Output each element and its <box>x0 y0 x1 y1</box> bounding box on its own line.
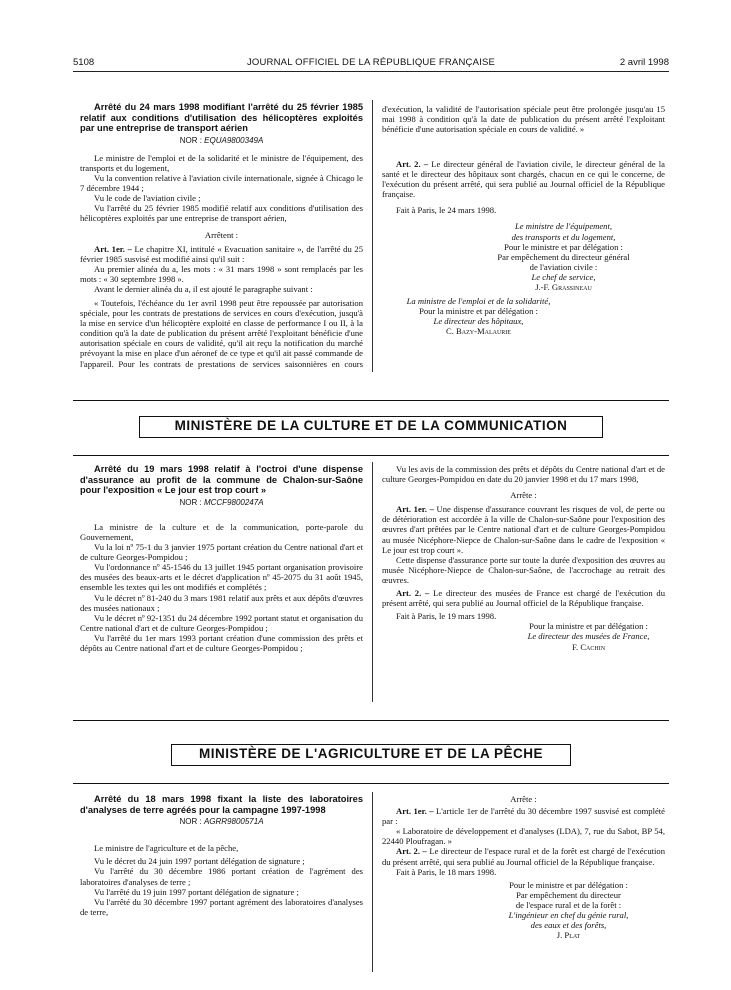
decree2-nor: NOR : MCCF9800247A <box>179 497 264 507</box>
decree1-signature-1: Le ministre de l'équipement, des transports et du logement, Pour le ministre et par délégation : Par empêchement du directeur général de l'aviation civile : Le chef de service, J.-F. Grassineau <box>497 221 630 293</box>
decree3-nor: NOR : AGRR9800571A <box>179 817 264 827</box>
decree3-para: Vu l'arrêté du 30 décembre 1997 portant agrément des laboratoires d'analyses de terre, <box>80 896 363 917</box>
decree1-quote-start <box>80 298 363 370</box>
decree1-para: Vu l'arrêté du 25 février 1985 modifié relatif aux conditions d'utilisation des hélicoptères exploités par une entreprise de transport aérien, <box>80 203 363 224</box>
decree1-para: Au premier alinéa du a, les mots : « 31 mars 1998 » sont remplacés par les mots : « 30 septembre 1998 ». <box>80 263 363 284</box>
decree2-vu: Vu les avis de la commission des prêts et dépôts du Centre national d'art et de culture Georges-Pompidou en date du 20 janvier 1998 et du 17 mars 1998, <box>382 464 665 485</box>
agriculture-banner <box>73 720 669 784</box>
decree3-para: Vu le décret du 24 juin 1997 portant délégation de signature ; <box>94 856 305 867</box>
decree2-done: Fait à Paris, le 19 mars 1998. <box>396 611 497 622</box>
decree2-para: Vu le décret nº 81-240 du 3 mars 1981 relatif aux prêts et aux dépôts d'œuvres des musées nationaux ; <box>80 592 363 613</box>
decree1-title: Arrêté du 24 mars 1998 modifiant l'arrêté du 25 février 1985 relatif aux conditions d'utilisation des hélicoptères exploités par une entreprise de transport aérien <box>80 102 363 134</box>
decree3-art1: Art. 1er. – L'article 1er de l'arrêté du 30 décembre 1997 susvisé est complété par : <box>382 806 665 827</box>
decree3-para: Vu l'arrêté du 30 décembre 1986 portant création de l'agrément des laboratoires d'analyses de terre ; <box>80 866 363 887</box>
decree1-signature-2: La ministre de l'emploi et de la solidarité, Pour la ministre et par délégation : Le directeur des hôpitaux, C. Bazy-Malaurie <box>406 296 551 337</box>
decree2-art2: Art. 2. – Le directeur des musées de France est chargé de l'exécution du présent arrêté, qui sera publié au Journal officiel de la République française. <box>382 588 666 609</box>
header-rule <box>73 71 669 72</box>
decree1-right-column <box>382 104 665 337</box>
decree2-para: La ministre de la culture et de la communication, porte-parole du Gouvernement, <box>80 521 363 542</box>
decree1-para: Le ministre de l'emploi et de la solidarité et le ministre de l'équipement, des transports et du logement, <box>80 152 363 173</box>
decree2-left-column <box>80 464 363 653</box>
decree2-para: Vu l'ordonnance nº 45-1546 du 13 juillet 1945 portant organisation provisoire des musées des beaux-arts et le décret d'application nº 45-2075 du 31 août 1945, ensemble les textes qui les ont modifiés et complétés ; <box>80 562 363 593</box>
decree1-quote: « Toutefois, l'échéance du 1er avril 1998 peut être repoussée par autorisation spéciale, pour les contrats de prestations de services en cours d'exécution, jusqu'à la mise en service d'un hélicoptère exploité en classe de performance I ou II, à la condition qu'à la date de publication du présent arrêté l'exploitant bénéficie d'une autorisation spéciale en cours de validité, qu'il ait reçu la notification du marché prévoyant la mise en place d'un aéronef de ce type et qu'il ait passé commande de l'appareil. Pour les contrats de prestations de services saisonnières en cours <box>80 298 363 369</box>
decree1-art1: Art. 1er. – Le chapitre XI, intitulé « Evacuation sanitaire », de l'arrêté du 25 février 1985 susvisé est modifié ainsi qu'il suit : <box>80 243 363 264</box>
decree1-para: Avant le dernier alinéa du a, il est ajouté le paragraphe suivant : <box>94 284 313 294</box>
decree1-arretent: Arrêtent : <box>204 229 239 240</box>
journal-title: JOURNAL OFFICIEL DE LA RÉPUBLIQUE FRANÇAISE <box>246 57 496 68</box>
decree2-right-column <box>382 464 665 652</box>
decree2-arrete: Arrête : <box>510 490 537 501</box>
culture-banner <box>73 400 669 456</box>
decree3-para: Vu l'arrêté du 19 juin 1997 portant délégation de signature ; <box>94 886 299 897</box>
decree2-signature: Pour la ministre et par délégation : Le directeur des musées de France, F. Cachin <box>527 621 650 652</box>
decree1-art2: Art. 2. – Le directeur général de l'aviation civile, le directeur général de la santé et le directeur des hôpitaux sont chargés, chacun en ce qui le concerne, de l'exécution du présent arrêté, qui sera publié au Journal officiel de la République française. <box>382 159 665 200</box>
decree3-art2: Art. 2. – Le directeur de l'espace rural et de la forêt est chargé de l'exécution du présent arrêté, qui sera publié au Journal officiel de la République française. <box>382 846 665 867</box>
decree1-done: Fait à Paris, le 24 mars 1998. <box>396 205 497 216</box>
decree1-left-column <box>80 102 363 294</box>
decree3-left-column <box>80 794 363 917</box>
decree2-para: Vu la loi nº 75-1 du 3 janvier 1975 portant création du Centre national d'art et de culture Georges-Pompidou ; <box>80 542 363 563</box>
decree3-para: Le ministre de l'agriculture et de la pêche, <box>94 843 239 854</box>
page-header <box>73 57 669 71</box>
decree3-right-column <box>382 794 665 940</box>
decree3-arrete: Arrête : <box>510 794 537 804</box>
decree1-nor: NOR : EQUA9800349A <box>179 135 264 145</box>
decree1-quote-continued: d'exécution, la validité de l'autorisation spéciale peut être prolongée jusqu'au 15 mai 1998 à condition qu'à la date de publication du présent arrêté l'exploitant bénéficie d'une autorisation spéciale en cours de validité. » <box>382 104 665 134</box>
column-divider <box>372 100 373 372</box>
decree2-art1-p2: Cette dispense d'assurance porte sur toute la durée d'exposition des œuvres au musée Nicéphore-Niepce de Chalon-sur-Saône, de l'accrochage au retrait des œuvres. <box>382 554 665 585</box>
ministry-agriculture-heading: MINISTÈRE DE L'AGRICULTURE ET DE LA PÊCHE <box>171 744 571 766</box>
decree2-art1: Art. 1er. – Une dispense d'assurance couvrant les risques de vol, de perte ou de détérioration est accordée à la ville de Chalon-sur-Saône pour l'exposition des œuvres d'art prêtées par le Centre national d'art et de culture Georges-Pompidou au musée Nicéphore-Niepce de Chalon-sur-Saône dans le cadre de l'exposition « Le jour est trop court ». <box>382 504 665 555</box>
decree3-title: Arrêté du 18 mars 1998 fixant la liste des laboratoires d'analyses de terre agréés pour la campagne 1997-1998 <box>80 794 363 815</box>
decree2-para: Vu l'arrêté du 1er mars 1993 portant création d'une commission des prêts et dépôts au Centre national d'art et de culture Georges-Pompidou ; <box>80 632 363 653</box>
decree2-title: Arrêté du 19 mars 1998 relatif à l'octroi d'une dispense d'assurance au profit de la commune de Chalon-sur-Saône pour l'exposition « Le jour est trop court » <box>80 464 363 496</box>
issue-date: 2 avril 1998 <box>619 57 669 68</box>
column-divider <box>372 792 373 972</box>
decree1-para: Vu la convention relative à l'aviation civile internationale, signée à Chicago le 7 décembre 1944 ; <box>80 173 363 194</box>
decree3-done: Fait à Paris, le 18 mars 1998. <box>396 866 497 877</box>
decree1-para: Vu le code de l'aviation civile ; <box>94 193 201 204</box>
decree2-para: Vu le décret nº 92-1351 du 24 décembre 1992 portant statut et organisation du Centre national d'art et de culture Georges-Pompidou ; <box>80 612 363 633</box>
page-number: 5108 <box>73 57 95 68</box>
decree3-signature: Pour le ministre et par délégation : Par empêchement du directeur de l'espace rural et de la forêt : L'ingénieur en chef du génie rural, des eaux et des forêts, J. Plat <box>508 879 629 941</box>
column-divider <box>372 462 373 702</box>
ministry-culture-heading: MINISTÈRE DE LA CULTURE ET DE LA COMMUNICATION <box>139 416 603 438</box>
decree3-art1-quote: « Laboratoire de développement et d'analyses (LDA), 7, rue du Sabot, BP 54, 22440 Ploufragan. » <box>382 826 665 847</box>
